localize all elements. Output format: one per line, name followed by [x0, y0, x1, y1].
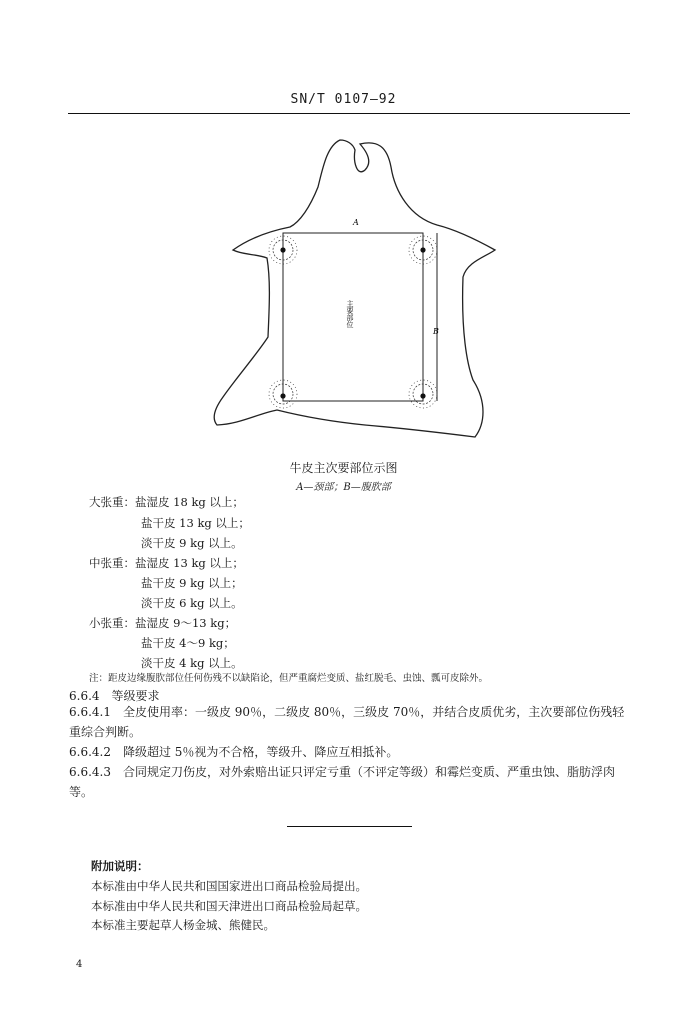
center-label: 主要部位 [346, 300, 354, 328]
additional-line-3: 本标准主要起草人杨金城、熊健民。 [91, 918, 275, 932]
figure-title: 牛皮主次要部位示图 [289, 461, 398, 475]
weight-small-item-3: 淡干皮 4 kg 以上。 [141, 656, 243, 670]
clause-6-6-4-1: 6.6.4.1 全皮使用率：一级皮 90％，二级皮 80％，三级皮 70％，并结合皮质优劣，主次要部位伤残轻重综合判断。 [69, 705, 625, 739]
page-header: SN/T 0107—92 [290, 92, 397, 107]
weight-large-lead: 大张重： [89, 495, 135, 509]
weight-large-row-1 [89, 494, 244, 510]
weight-medium-row-1 [89, 555, 244, 571]
additional-title: 附加说明： [91, 859, 149, 873]
section-heading: 6.6.4 等级要求 [69, 689, 160, 703]
weight-small-item-1: 盐湿皮 9～13 kg； [135, 616, 237, 630]
label-b: B [433, 327, 439, 336]
header-rule [68, 113, 630, 114]
page-number: 4 [76, 959, 83, 970]
weight-small-lead: 小张重： [89, 616, 135, 630]
additional-line-2: 本标准由中华人民共和国天津进出口商品检验局起草。 [91, 899, 367, 913]
additional-line-1: 本标准由中华人民共和国国家进出口商品检验局提出。 [91, 879, 367, 893]
weight-large-item-1: 盐湿皮 18 kg 以上； [135, 495, 244, 509]
weight-medium-item-2: 盐干皮 9 kg 以上； [141, 576, 243, 590]
weight-medium-item-1: 盐湿皮 13 kg 以上； [135, 556, 244, 570]
clause-6-6-4-2: 6.6.4.2 降级超过 5％视为不合格，等级升、降应互相抵补。 [69, 745, 399, 759]
label-a: A [353, 218, 359, 227]
section-divider [287, 826, 412, 827]
weight-medium-item-3: 淡干皮 6 kg 以上。 [141, 596, 243, 610]
weight-large-item-2: 盐干皮 13 kg 以上； [141, 516, 250, 530]
weight-medium-lead: 中张重： [89, 556, 135, 570]
hide-outline [214, 140, 495, 437]
figure-caption: A—颈部；B—腹肷部 [296, 482, 391, 493]
clause-6-6-4-3: 6.6.4.3 合同规定刀伤皮，对外索赔出证只评定亏重（不评定等级）和霉烂变质、严重虫蚀、脂肪浮肉等。 [69, 765, 615, 799]
weight-small-row-1 [89, 615, 236, 631]
hide-diagram [205, 132, 505, 450]
note: 注：距皮边缘腹肷部位任何伤残不以缺陷论，但严重腐烂变质、盐红脱毛、虫蚀、瓢可皮除外。 [89, 673, 489, 684]
weight-small-item-2: 盐干皮 4～9 kg； [141, 636, 235, 650]
weight-large-item-3: 淡干皮 9 kg 以上。 [141, 536, 243, 550]
